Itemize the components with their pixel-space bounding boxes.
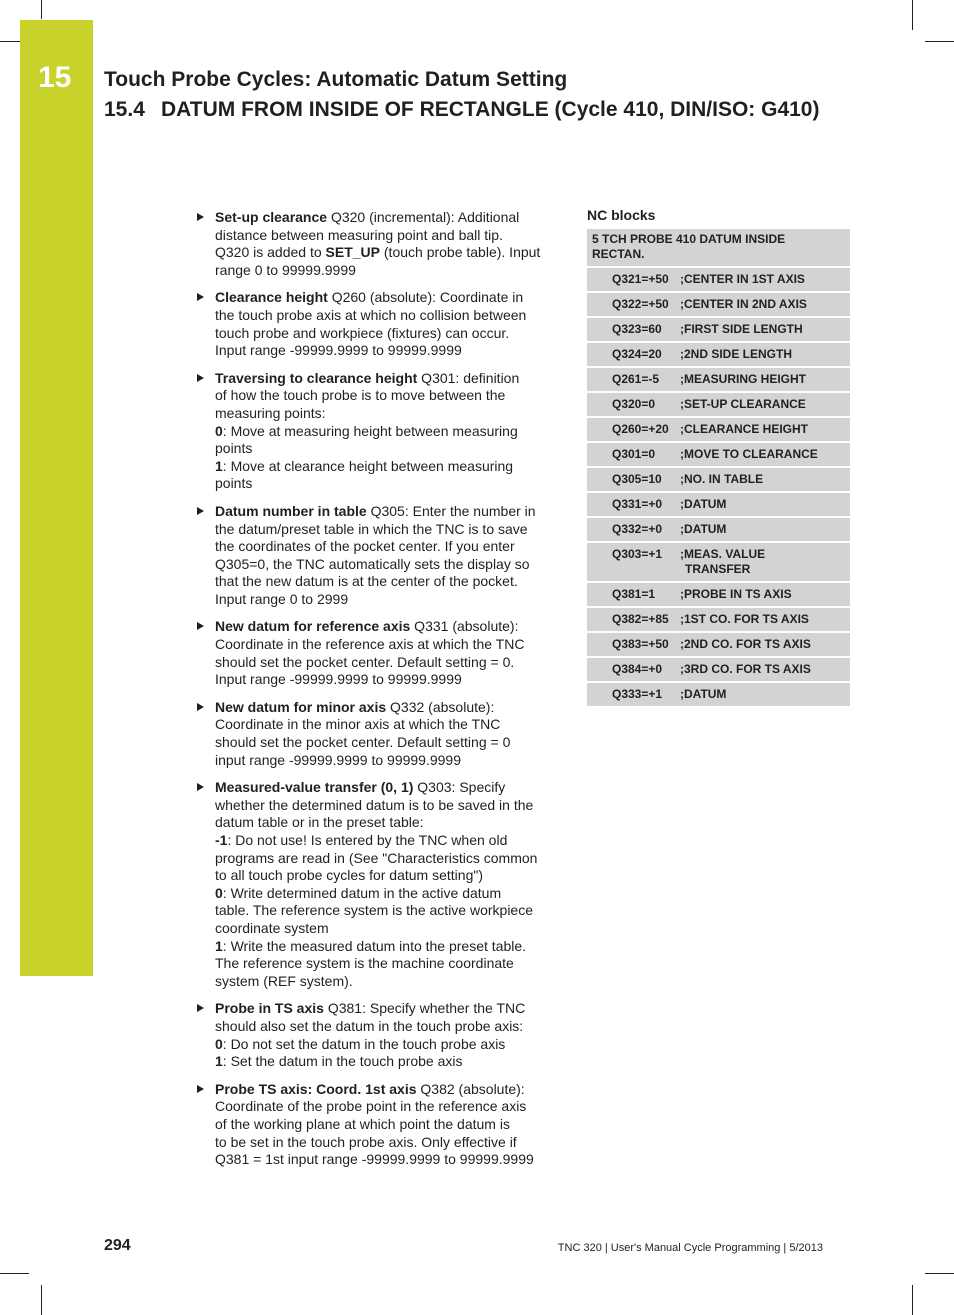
nc-table-row — [587, 292, 850, 317]
parameter-line — [215, 244, 558, 262]
parameter-text: : Move at clearance height between measuring — [222, 457, 514, 474]
bullet-arrow-icon — [197, 374, 204, 382]
nc-comment-cell — [675, 467, 850, 492]
parameter-text: points — [215, 440, 253, 457]
parameter-line — [215, 423, 558, 441]
nc-header-line: 5 TCH PROBE 410 DATUM INSIDE — [592, 232, 786, 246]
bullet-arrow-icon — [197, 622, 204, 630]
section-number: 15.4 — [104, 98, 145, 121]
bullet-arrow-icon — [197, 783, 204, 791]
parameter-line — [215, 832, 558, 850]
parameter-text: whether the determined datum is to be saved in the — [215, 796, 534, 813]
nc-comment-cell — [675, 392, 850, 417]
nc-comment-cell — [675, 682, 850, 707]
parameter-text: to all touch probe cycles for datum setting") — [215, 867, 483, 884]
parameter-item — [196, 618, 558, 688]
parameter-line — [215, 1018, 558, 1036]
nc-table-row — [587, 417, 850, 442]
nc-parameter-cell: Q322=+50 — [587, 292, 675, 317]
nc-parameter-cell: Q333=+1 — [587, 682, 675, 707]
nc-comment-line: ;3RD CO. FOR TS AXIS — [680, 662, 811, 676]
parameter-text: Q305: Enter the number in — [366, 502, 536, 519]
parameter-line — [215, 475, 558, 493]
nc-comment-line: ;CLEARANCE HEIGHT — [680, 422, 808, 436]
parameter-line — [215, 973, 558, 991]
bold-term: -1 — [215, 832, 228, 848]
parameter-line — [215, 342, 558, 360]
nc-comment-line: ;DATUM — [680, 522, 727, 536]
parameter-line — [215, 307, 558, 325]
nc-parameter-cell: Q321=+50 — [587, 267, 675, 292]
nc-comment-line: ;2ND CO. FOR TS AXIS — [680, 637, 811, 651]
nc-parameter-cell: Q382=+85 — [587, 607, 675, 632]
parameter-text: Q305=0, the TNC automatically sets the display so — [215, 555, 530, 572]
bold-term: SET_UP — [325, 244, 380, 261]
bullet-arrow-icon — [197, 213, 204, 221]
section-title-text: DATUM FROM INSIDE OF RECTANGLE (Cycle 410, DIN/ISO: G410) — [161, 98, 820, 121]
nc-comment-cell — [675, 657, 850, 682]
parameter-text: system (REF system). — [215, 972, 353, 989]
parameter-text: touch probe and workpiece (fixtures) can occur. — [215, 324, 510, 341]
parameter-text: should set the pocket center. Default setting = 0. — [215, 653, 515, 670]
parameter-item — [196, 699, 558, 769]
nc-comment-cell — [675, 492, 850, 517]
parameter-text: : Write the measured datum into the preset table. — [222, 937, 527, 954]
parameter-text: coordinate system — [215, 919, 329, 936]
nc-comment-cell — [675, 517, 850, 542]
parameter-text: Q320 (incremental): Additional — [327, 209, 520, 225]
parameter-text: table. The reference system is the active workpiece — [215, 902, 534, 919]
nc-comment-cell — [675, 367, 850, 392]
parameter-line — [215, 1081, 558, 1099]
parameter-text: : Do not set the datum in the touch probe axis — [222, 1035, 506, 1052]
parameter-line — [215, 573, 558, 591]
nc-parameter-cell: Q383=+50 — [587, 632, 675, 657]
parameter-name: Measured-value transfer (0, 1) — [215, 779, 414, 796]
parameter-text: : Write determined datum in the active datum — [222, 884, 502, 901]
parameter-text: Input range -99999.9999 to 99999.9999 — [215, 342, 462, 359]
parameter-text: should set the pocket center. Default setting = 0 — [215, 734, 511, 751]
parameter-name: New datum for minor axis — [215, 698, 387, 715]
nc-table-row — [587, 442, 850, 467]
nc-comment-cell — [675, 607, 850, 632]
parameter-line — [215, 716, 558, 734]
nc-blocks-table — [587, 229, 850, 708]
parameter-text: distance between measuring point and ball tip. — [215, 226, 503, 243]
bold-term: 0 — [215, 422, 223, 439]
parameter-text: Q303: Specify — [413, 779, 506, 796]
nc-comment-line: ;CENTER IN 1ST AXIS — [680, 272, 805, 286]
crop-mark — [925, 41, 954, 42]
nc-comment-cell — [675, 542, 850, 582]
parameter-text: Q382 (absolute): — [416, 1080, 525, 1097]
nc-blocks-heading: NC blocks — [587, 207, 656, 223]
parameter-line — [215, 458, 558, 476]
chapter-title: Touch Probe Cycles: Automatic Datum Setting — [104, 68, 568, 91]
nc-table-row — [587, 657, 850, 682]
parameter-text: Q260 (absolute): Coordinate in — [327, 289, 524, 306]
nc-comment-line: ;NO. IN TABLE — [680, 472, 764, 486]
nc-parameter-cell: Q303=+1 — [587, 542, 675, 582]
parameter-line — [215, 370, 558, 388]
nc-parameter-cell: Q332=+0 — [587, 517, 675, 542]
parameter-text: programs are read in (See "Characteristics common — [215, 849, 538, 866]
nc-table-row — [587, 607, 850, 632]
nc-comment-line: ;MOVE TO CLEARANCE — [680, 447, 818, 461]
parameter-text: Q301: definition — [417, 369, 520, 386]
crop-mark — [41, 0, 42, 19]
nc-table-row — [587, 682, 850, 707]
parameter-text: Input range 0 to 2999 — [215, 590, 349, 607]
section-title — [104, 96, 819, 124]
parameter-line — [215, 1116, 558, 1134]
parameter-text: : Do not use! Is entered by the TNC when old — [227, 832, 508, 848]
parameter-line — [215, 1000, 558, 1018]
chapter-tab — [20, 20, 93, 976]
parameter-line — [215, 440, 558, 458]
parameter-text: input range -99999.9999 to 99999.9999 — [215, 751, 461, 768]
parameter-item — [196, 1081, 558, 1169]
parameter-line — [215, 699, 558, 717]
nc-comment-cell — [675, 317, 850, 342]
parameter-name: Probe in TS axis — [215, 1000, 324, 1017]
bullet-arrow-icon — [197, 507, 204, 515]
parameter-line — [215, 920, 558, 938]
parameter-line — [215, 814, 558, 832]
nc-table-row — [587, 392, 850, 417]
crop-mark — [912, 0, 913, 30]
parameter-item — [196, 1000, 558, 1070]
parameter-text: the datum/preset table in which the TNC is to save — [215, 520, 528, 537]
parameter-name: Set-up clearance — [215, 209, 328, 225]
crop-mark — [0, 1273, 29, 1274]
nc-comment-line: ;DATUM — [680, 497, 727, 511]
nc-comment-cell — [675, 342, 850, 367]
parameter-line — [215, 1053, 558, 1071]
nc-table-row — [587, 492, 850, 517]
nc-parameter-cell: Q324=20 — [587, 342, 675, 367]
parameter-line — [215, 503, 558, 521]
nc-table-row — [587, 582, 850, 607]
bold-term: 0 — [215, 884, 223, 901]
parameter-line — [215, 671, 558, 689]
nc-comment-cell — [675, 292, 850, 317]
parameter-item — [196, 209, 558, 279]
nc-parameter-cell: Q301=0 — [587, 442, 675, 467]
parameter-text: datum table or in the preset table: — [215, 814, 424, 831]
nc-comment-line: ;MEAS. VALUE — [680, 547, 766, 561]
nc-table-row — [587, 367, 850, 392]
nc-comment-line: ;MEASURING HEIGHT — [680, 372, 806, 386]
parameter-item — [196, 779, 558, 990]
nc-table-row — [587, 632, 850, 657]
parameter-text: the touch probe axis at which no collision between — [215, 306, 527, 323]
nc-comment-line: ;2ND SIDE LENGTH — [680, 347, 793, 361]
parameter-line — [215, 938, 558, 956]
parameter-line — [215, 955, 558, 973]
nc-table-row — [587, 542, 850, 582]
parameter-line — [215, 734, 558, 752]
nc-table-row — [587, 342, 850, 367]
parameter-line — [215, 209, 558, 227]
parameter-text: Coordinate in the reference axis at which the TNC — [215, 636, 525, 653]
parameter-line — [215, 654, 558, 672]
parameter-text: that the new datum is at the center of the pocket. — [215, 573, 518, 590]
bold-term: 1 — [215, 937, 223, 954]
parameter-line — [215, 618, 558, 636]
parameter-text: Coordinate in the minor axis at which the TNC — [215, 716, 501, 733]
parameter-text: (touch probe table). Input — [380, 244, 541, 261]
footer-text: TNC 320 | User's Manual Cycle Programming | 5/2013 — [557, 1242, 823, 1254]
parameter-name: Datum number in table — [215, 502, 367, 519]
bold-term: 1 — [215, 1053, 223, 1070]
parameter-line — [215, 556, 558, 574]
nc-comment-cell — [675, 267, 850, 292]
nc-parameter-cell: Q260=+20 — [587, 417, 675, 442]
parameter-text: Input range -99999.9999 to 99999.9999 — [215, 671, 462, 688]
page-number: 294 — [104, 1237, 131, 1254]
parameter-text: Q320 is added to — [215, 244, 326, 261]
nc-comment-line: ;DATUM — [680, 687, 727, 701]
nc-comment-line: ;1ST CO. FOR TS AXIS — [680, 612, 809, 626]
parameter-line — [215, 521, 558, 539]
parameter-line — [215, 227, 558, 245]
parameter-text: : Set the datum in the touch probe axis — [222, 1053, 463, 1070]
nc-parameter-cell: Q261=-5 — [587, 367, 675, 392]
crop-mark — [41, 1285, 42, 1315]
nc-parameter-cell: Q323=60 — [587, 317, 675, 342]
nc-table-header-row — [587, 229, 850, 267]
nc-table-row — [587, 267, 850, 292]
bullet-arrow-icon — [197, 1004, 204, 1012]
nc-comment-line: ;PROBE IN TS AXIS — [680, 587, 792, 601]
nc-comment-line: TRANSFER — [685, 562, 751, 576]
nc-table-row — [587, 317, 850, 342]
parameter-text: the coordinates of the pocket center. If you enter — [215, 538, 515, 555]
nc-comment-cell — [675, 632, 850, 657]
nc-comment-cell — [675, 417, 850, 442]
nc-table-row — [587, 467, 850, 492]
parameter-line — [215, 1036, 558, 1054]
parameter-line — [215, 867, 558, 885]
parameter-list — [196, 209, 558, 1179]
parameter-item — [196, 503, 558, 609]
parameter-name: New datum for reference axis — [215, 618, 411, 635]
bullet-arrow-icon — [197, 1085, 204, 1093]
nc-parameter-cell: Q320=0 — [587, 392, 675, 417]
nc-parameter-cell: Q384=+0 — [587, 657, 675, 682]
parameter-text: range 0 to 99999.9999 — [215, 261, 356, 278]
parameter-text: Q381 = 1st input range -99999.9999 to 99999.9999 — [215, 1151, 534, 1168]
nc-comment-line: ;FIRST SIDE LENGTH — [680, 322, 803, 336]
crop-mark — [0, 41, 20, 42]
nc-parameter-cell: Q381=1 — [587, 582, 675, 607]
parameter-item — [196, 370, 558, 493]
parameter-line — [215, 902, 558, 920]
parameter-line — [215, 885, 558, 903]
nc-comment-line: ;CENTER IN 2ND AXIS — [680, 297, 807, 311]
parameter-line — [215, 636, 558, 654]
crop-mark — [925, 1273, 954, 1274]
parameter-name: Clearance height — [215, 289, 328, 306]
nc-table-row — [587, 517, 850, 542]
parameter-text: of how the touch probe is to move between the — [215, 387, 506, 404]
parameter-line — [215, 797, 558, 815]
parameter-text: The reference system is the machine coordinate — [215, 955, 514, 972]
parameter-line — [215, 1098, 558, 1116]
parameter-text: Q331 (absolute): — [410, 618, 519, 635]
parameter-line — [215, 1134, 558, 1152]
parameter-line — [215, 779, 558, 797]
parameter-line — [215, 538, 558, 556]
parameter-text: should also set the datum in the touch probe axis: — [215, 1017, 524, 1034]
parameter-name: Traversing to clearance height — [215, 369, 418, 386]
parameter-text: points — [215, 475, 253, 492]
parameter-text: Coordinate of the probe point in the reference axis — [215, 1098, 527, 1115]
parameter-item — [196, 289, 558, 359]
parameter-name: Probe TS axis: Coord. 1st axis — [215, 1080, 417, 1097]
nc-comment-line: ;SET-UP CLEARANCE — [680, 397, 806, 411]
parameter-text: Q332 (absolute): — [386, 698, 495, 715]
parameter-line — [215, 262, 558, 280]
bullet-arrow-icon — [197, 293, 204, 301]
parameter-line — [215, 289, 558, 307]
chapter-number: 15 — [38, 61, 72, 94]
bullet-arrow-icon — [197, 703, 204, 711]
parameter-line — [215, 591, 558, 609]
parameter-line — [215, 850, 558, 868]
parameter-text: Q381: Specify whether the TNC — [323, 1000, 526, 1017]
parameter-line — [215, 752, 558, 770]
nc-table-header-cell — [587, 229, 850, 267]
parameter-line — [215, 405, 558, 423]
parameter-line — [215, 325, 558, 343]
parameter-text: to be set in the touch probe axis. Only effective if — [215, 1133, 517, 1150]
crop-mark — [912, 1285, 913, 1315]
parameter-text: measuring points: — [215, 404, 326, 421]
parameter-text: of the working plane at which point the datum is — [215, 1115, 510, 1132]
parameter-line — [215, 1151, 558, 1169]
parameter-text: : Move at measuring height between measuring — [222, 422, 518, 439]
nc-comment-cell — [675, 442, 850, 467]
parameter-line — [215, 387, 558, 405]
nc-parameter-cell: Q305=10 — [587, 467, 675, 492]
bold-term: 0 — [215, 1035, 223, 1052]
nc-comment-cell — [675, 582, 850, 607]
nc-header-line: RECTAN. — [592, 247, 645, 261]
nc-parameter-cell: Q331=+0 — [587, 492, 675, 517]
bold-term: 1 — [215, 457, 223, 474]
